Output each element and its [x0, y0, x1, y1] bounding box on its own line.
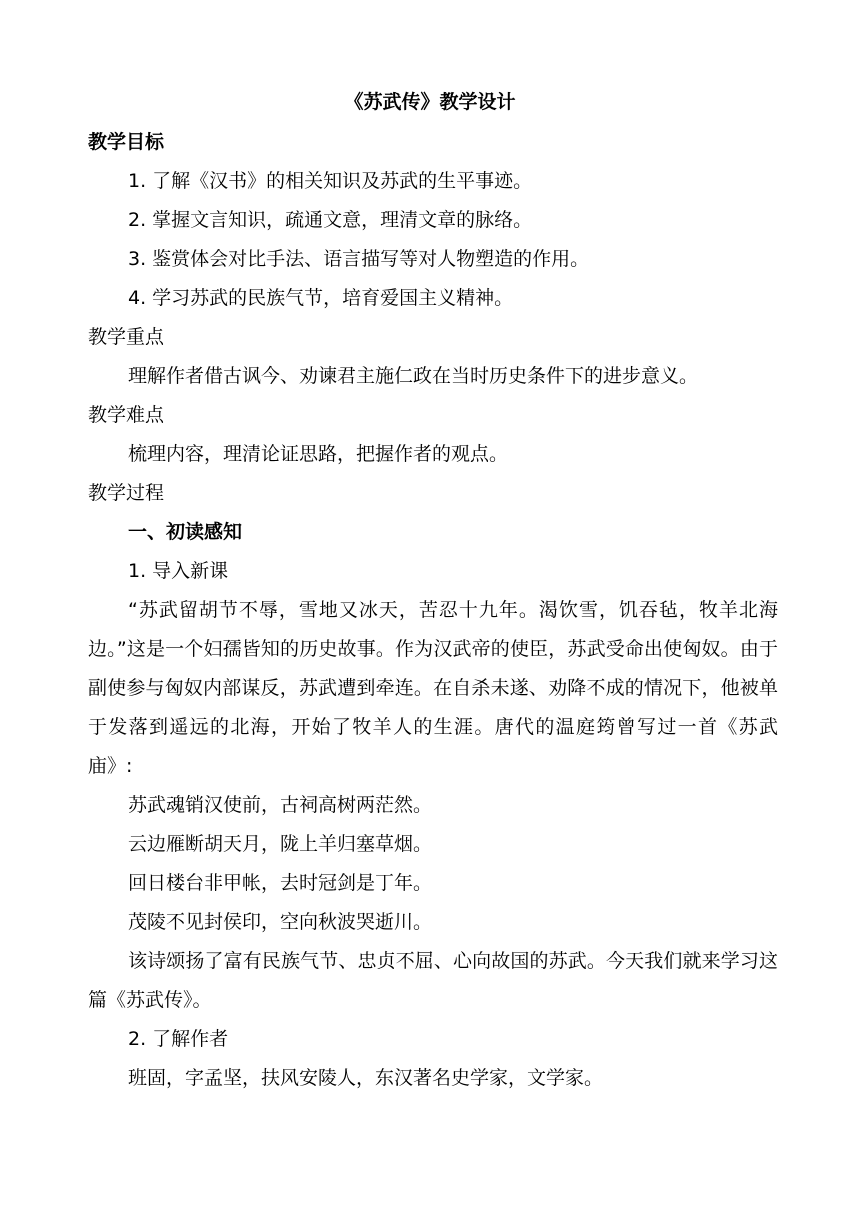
intro-paragraph: “苏武留胡节不辱，雪地又冰天，苦忍十九年。渴饮雪，饥吞毡，牧羊北海边。”这是一个妇孺皆知的历史故事。作为汉武帝的使臣，苏武受命出使匈奴。由于副使参与匈奴内部谋反，苏武遭到牵连。在自杀未遂、劝降不成的情况下，他被单于发落到遥远的北海，开始了牧羊人的生涯。唐代的温庭筠曾写过一首《苏武庙》: — [88, 599, 778, 777]
key-points-heading: 教学重点 — [88, 326, 165, 348]
goal-item-4: 4. 学习苏武的民族气节，培育爱国主义精神。 — [128, 287, 514, 309]
key-points-text: 理解作者借古讽今、劝谏君主施仁政在当时历史条件下的进步意义。 — [128, 365, 699, 387]
document-title: 《苏武传》教学设计 — [344, 91, 516, 113]
step-1-heading: 1. 导入新课 — [128, 560, 229, 582]
poem-line-3: 回日楼台非甲帐，去时冠剑是丁年。 — [128, 872, 433, 894]
author-text: 班固，字孟坚，扶风安陵人，东汉著名史学家，文学家。 — [128, 1067, 604, 1089]
step-2-heading: 2. 了解作者 — [128, 1028, 229, 1050]
process-heading: 教学过程 — [88, 482, 165, 504]
poem-comment-paragraph: 该诗颂扬了富有民族气节、忠贞不屈、心向故国的苏武。今天我们就来学习这篇《苏武传》。 — [88, 950, 778, 1011]
poem-line-2: 云边雁断胡天月，陇上羊归塞草烟。 — [128, 833, 433, 855]
difficulty-text: 梳理内容，理清论证思路，把握作者的观点。 — [128, 443, 509, 465]
goal-item-2: 2. 掌握文言知识，疏通文意，理清文章的脉络。 — [128, 209, 533, 231]
section-1-heading: 一、初读感知 — [128, 521, 243, 543]
goal-item-1: 1. 了解《汉书》的相关知识及苏武的生平事迹。 — [128, 170, 533, 192]
goal-item-3: 3. 鉴赏体会对比手法、语言描写等对人物塑造的作用。 — [128, 248, 590, 270]
goals-heading: 教学目标 — [88, 131, 165, 153]
poem-line-4: 茂陵不见封侯印，空向秋波哭逝川。 — [128, 911, 433, 933]
difficulty-heading: 教学难点 — [88, 404, 165, 426]
poem-line-1: 苏武魂销汉使前，古祠高树两茫然。 — [128, 794, 433, 816]
